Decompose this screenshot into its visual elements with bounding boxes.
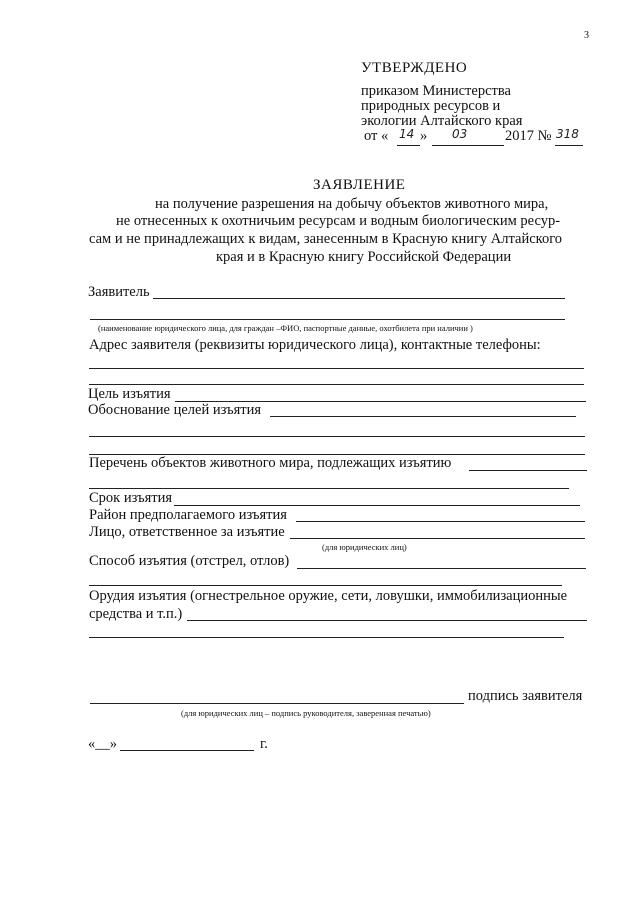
purpose-label: Цель изъятия [88, 386, 171, 402]
date-footer-day: «__» [88, 736, 117, 752]
applicant-label: Заявитель [88, 284, 150, 300]
applicant-hint: (наименование юридического лица, для граждан –ФИО, паспортные данные, охотбилета при наличии ) [98, 323, 473, 333]
method-field-2[interactable] [89, 585, 562, 586]
approval-heading: УТВЕРЖДЕНО [361, 60, 468, 76]
responsible-label: Лицо, ответственное за изъятие [89, 524, 285, 540]
method-label: Способ изъятия (отстрел, отлов) [89, 553, 290, 569]
objects-list-field-2[interactable] [89, 488, 569, 489]
responsible-hint: (для юридических лиц) [322, 542, 407, 552]
subtitle-line-4: края и в Красную книгу Российской Федерации [216, 249, 512, 265]
responsible-field[interactable] [290, 538, 585, 539]
address-label: Адрес заявителя (реквизиты юридического лица), контактные телефоны: [89, 337, 541, 353]
justification-field-2[interactable] [89, 436, 585, 437]
approval-date-prefix: от « [364, 128, 389, 144]
method-field[interactable] [297, 568, 586, 569]
applicant-field-extra[interactable] [90, 319, 565, 320]
document-title: ЗАЯВЛЕНИЕ [313, 177, 406, 193]
approval-day: 14 [399, 127, 415, 141]
approval-date-sep: » [420, 128, 428, 144]
address-field-1[interactable] [89, 368, 584, 369]
area-label: Район предполагаемого изъятия [89, 507, 287, 523]
tools-field[interactable] [187, 620, 587, 621]
signature-hint: (для юридических лиц – подпись руководителя, заверенная печатью) [181, 708, 431, 718]
subtitle-line-3: сам и не принадлежащих к видам, занесенным в Красную книгу Алтайского [89, 231, 563, 247]
objects-list-field[interactable] [469, 470, 587, 471]
approval-year-text: 2017 № [505, 128, 552, 144]
signature-field[interactable] [90, 703, 464, 704]
approval-line-3: экологии Алтайского края [361, 113, 523, 129]
tools-label-line-1: Орудия изъятия (огнестрельное оружие, сети, ловушки, иммобилизационные [89, 588, 568, 604]
approval-line-2: природных ресурсов и [361, 98, 501, 114]
term-field[interactable] [174, 505, 580, 506]
date-footer-suffix: г. [260, 736, 268, 752]
tools-label-line-2: средства и т.п.) [89, 606, 183, 622]
date-footer-field[interactable] [120, 750, 254, 751]
approval-month: 03 [452, 127, 468, 141]
applicant-field[interactable] [153, 298, 565, 299]
area-field[interactable] [296, 521, 585, 522]
page-number: 3 [584, 30, 589, 41]
subtitle-line-1: на получение разрешения на добычу объектов животного мира, [155, 196, 549, 212]
approval-number: 318 [556, 127, 579, 141]
tools-field-2[interactable] [89, 637, 564, 638]
objects-list-label: Перечень объектов животного мира, подлежащих изъятию [89, 455, 452, 471]
approval-line-1: приказом Министерства [361, 83, 511, 99]
signature-label: подпись заявителя [468, 688, 583, 704]
term-label: Срок изъятия [89, 490, 173, 506]
subtitle-line-2: не отнесенных к охотничьим ресурсам и водным биологическим ресур- [116, 213, 561, 229]
address-field-2[interactable] [89, 384, 584, 385]
justification-label: Обоснование целей изъятия [88, 402, 262, 418]
justification-field[interactable] [270, 416, 576, 417]
